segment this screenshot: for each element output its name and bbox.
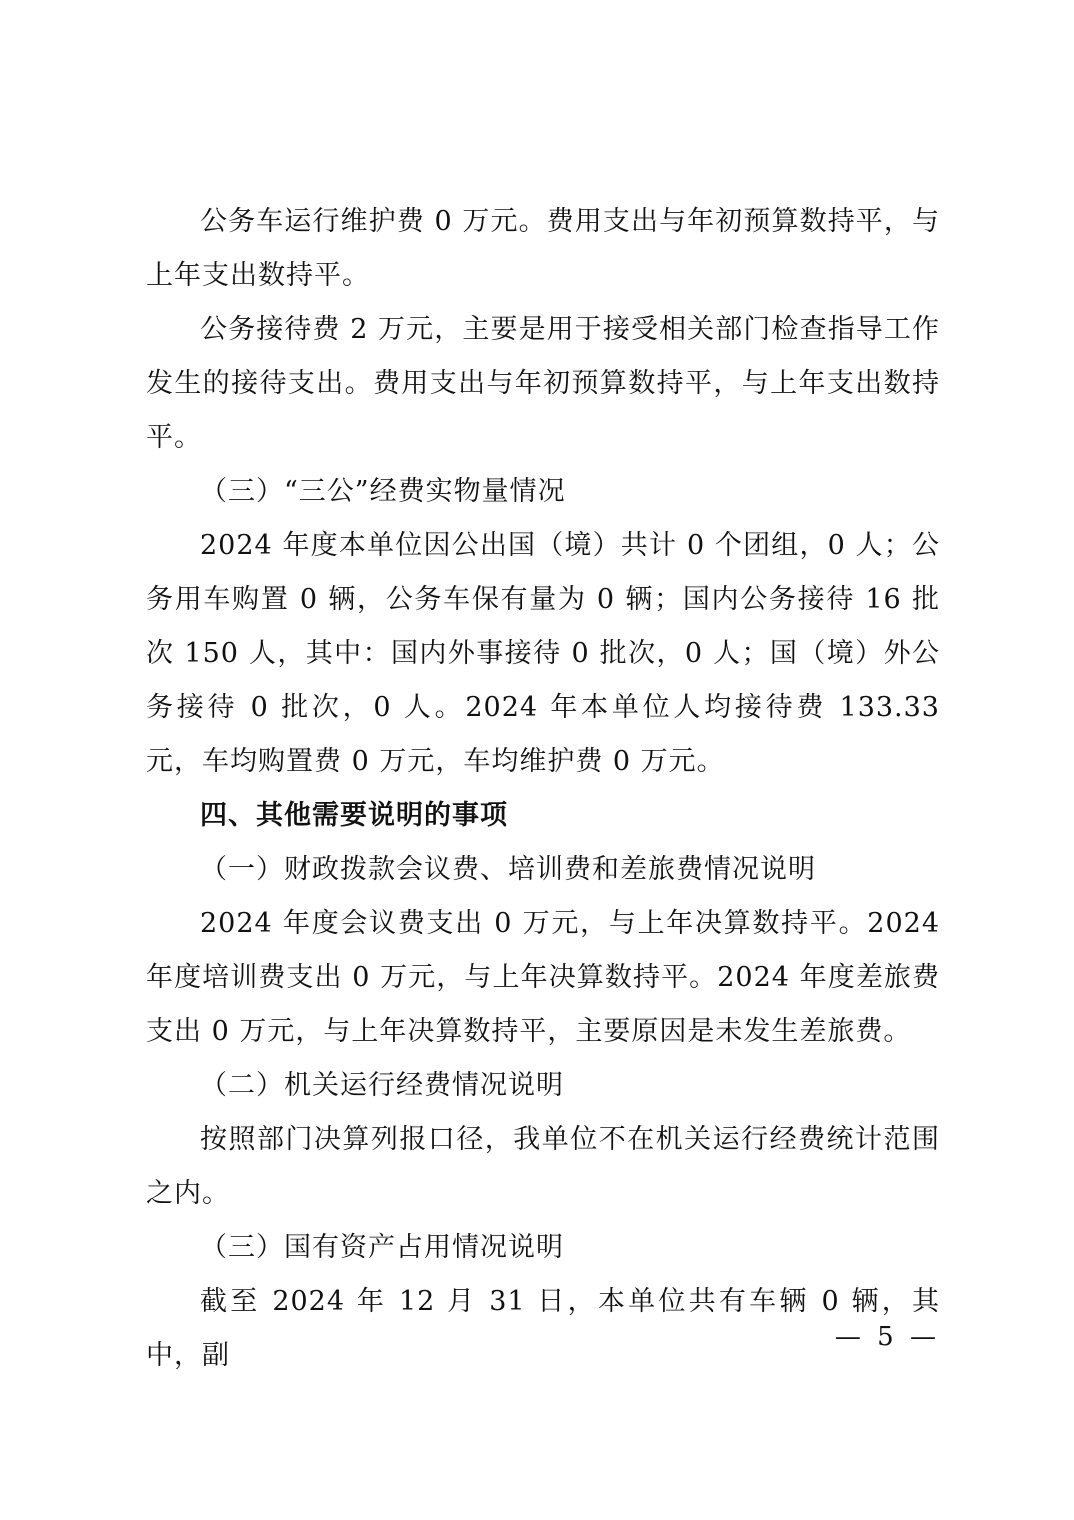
document-body xyxy=(146,195,940,1383)
paragraph-meeting-training-travel: 2024 年度会议费支出 0 万元，与上年决算数持平。2024 年度培训费支出 0 万元，与上年决算数持平。2024 年度差旅费支出 0 万元，与上年决算数持平，主要原因是未发生差旅费。 xyxy=(146,908,940,1047)
paragraph-reception-fee: 公务接待费 2 万元，主要是用于接受相关部门检查指导工作发生的接待支出。费用支出与年初预算数持平，与上年支出数持平。 xyxy=(146,314,940,453)
subheading-operating-funds: （二）机关运行经费情况说明 xyxy=(200,1070,564,1101)
paragraph-physical-quantity: 2024 年度本单位因公出国（境）共计 0 个团组，0 人；公务用车购置 0 辆，公务车保有量为 0 辆；国内公务接待 16 批次 150 人，其中：国内外事接待 0 批次，0 人；国（境）外公务接待 0 批次，0 人。2024 年本单位人均接待费 133.33 元，车均购置费 0 万元，车均维护费 0 万元。 xyxy=(146,530,940,777)
subheading-meeting-training-travel: （一）财政拨款会议费、培训费和差旅费情况说明 xyxy=(200,854,816,885)
page-number: — 5 — xyxy=(834,1322,940,1352)
paragraph-state-assets: 截至 2024 年 12 月 31 日，本单位共有车辆 0 辆，其中，副 xyxy=(146,1286,940,1371)
section-heading-other-matters: 四、其他需要说明的事项 xyxy=(200,800,508,831)
paragraph-operating-funds: 按照部门决算列报口径，我单位不在机关运行经费统计范围之内。 xyxy=(146,1124,940,1209)
subheading-state-assets: （三）国有资产占用情况说明 xyxy=(200,1232,564,1263)
subheading-three-public-physical: （三）“三公”经费实物量情况 xyxy=(200,476,566,507)
paragraph-vehicle-maintenance: 公务车运行维护费 0 万元。费用支出与年初预算数持平，与上年支出数持平。 xyxy=(146,206,940,291)
